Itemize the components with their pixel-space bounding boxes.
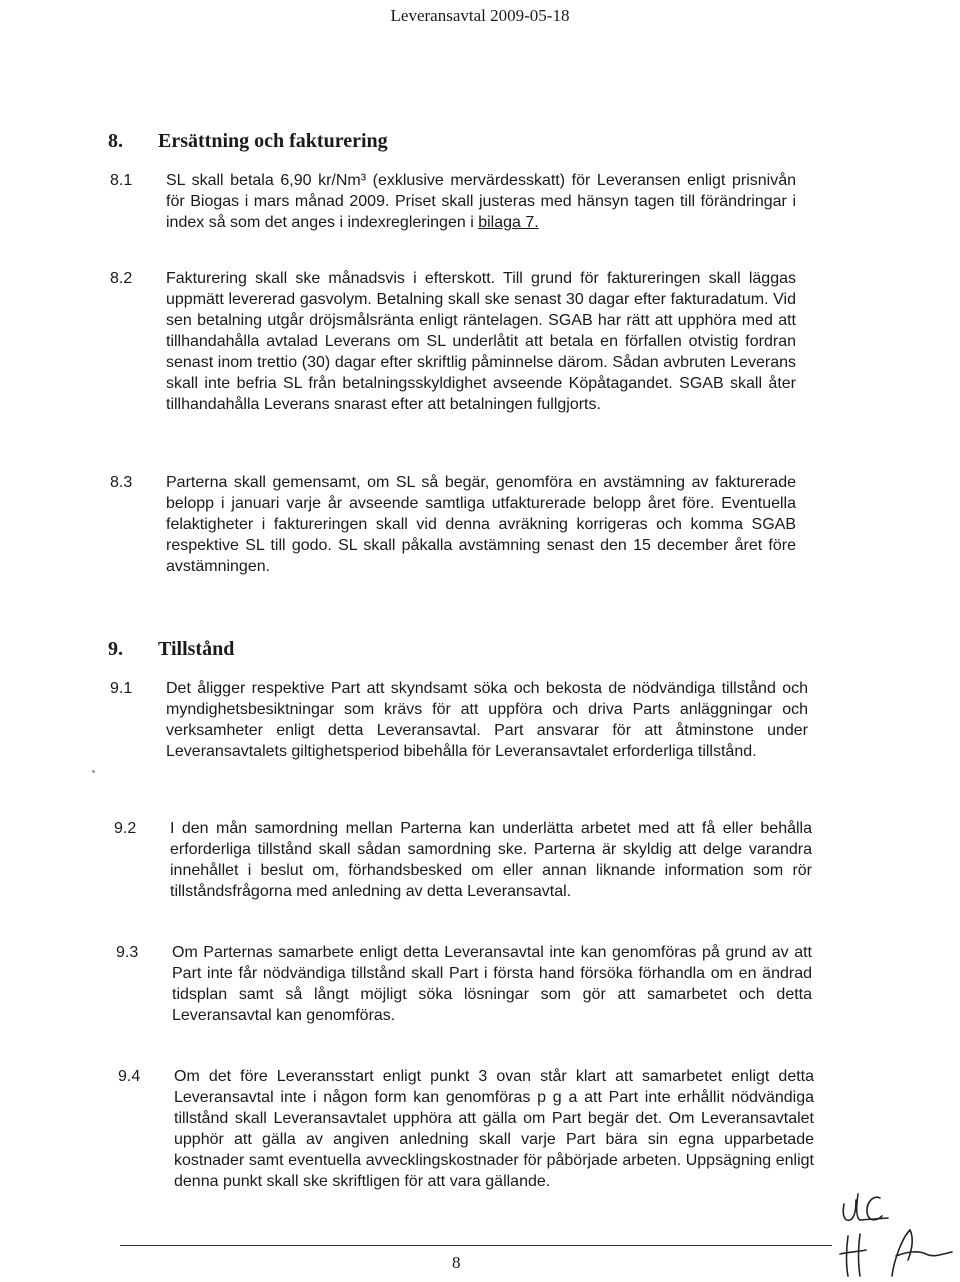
clause-text: Parterna skall gemensamt, om SL så begär, genomföra en avstämning av fakturerade belopp i januari varje år avseende samtliga utfakturerade belopp året före. Eventuella felaktigheter i faktureringen skall vid denna avräkning korrigeras och komma SGAB respektive SL till godo. SL skall påkalla avstämning senast den 15 december året före avstämningen. (166, 474, 796, 575)
section-title: Tillstånd (158, 638, 235, 660)
section-8-heading (108, 130, 388, 153)
annex-reference: bilaga 7. (478, 214, 539, 231)
clause-text: Fakturering skall ske månadsvis i efterskott. Till grund för faktureringen skall läggas uppmätt levererad gasvolym. Betalning skall ske senast 30 dagar efter fakturadatum. Vid sen betalning utgår dröjsmålsränta enligt räntelagen. SGAB har rätt att upphöra med att tillhandahålla avtalad Leverans om SL underlåtit att betala en förfallen otvistig fordran senast inom trettio (30) dagar efter skriftlig påminnelse därom. Sådan avbruten Leverans skall inte befria SL från betalningsskyldighet avseende Köpåtagandet. SGAB skall åter tillhandahålla Leverans snarast efter att betalningen fullgjorts. (166, 270, 796, 413)
clause-number: 8.3 (110, 474, 133, 491)
clause-9-1 (110, 678, 808, 762)
footer-rule (120, 1245, 832, 1246)
section-title: Ersättning och fakturering (158, 130, 388, 152)
clause-number: 9.2 (114, 820, 137, 837)
running-header: Leveransavtal 2009-05-18 (390, 6, 570, 25)
scan-speck (92, 770, 95, 773)
handwritten-initials (830, 1180, 958, 1280)
page-number: 8 (452, 1253, 461, 1272)
clause-8-3 (110, 472, 796, 577)
clause-text: Om det före Leveransstart enligt punkt 3 ovan står klart att samarbetet enligt detta Leveransavtal inte i någon form kan genomföras p g a att Part inte erhållit nödvändiga tillstånd skall Leveransavtalet upphöra att gälla om Part begär det. Om Leveransavtalet upphör att gälla av angiven anledning skall varje Part bära sin egna upparbetade kostnader samt eventuella avvecklingskostnader för påbörjade arbeten. Uppsägning enligt denna punkt skall ske skriftligen för att vara gällande. (174, 1068, 814, 1190)
clause-text: Om Parternas samarbete enligt detta Leveransavtal inte kan genomföras på grund av att Part inte får nödvändiga tillstånd skall Part i första hand försöka förhandla om en ändrad tidsplan samt så långt möjligt söka lösningar som gör att samarbetet och detta Leveransavtal kan genomföras. (172, 944, 812, 1024)
clause-number: 8.1 (110, 172, 133, 189)
clause-number: 9.1 (110, 680, 133, 697)
section-number: 8. (108, 130, 123, 152)
clause-text: SL skall betala 6,90 kr/Nm³ (exklusive mervärdesskatt) för Leveransen enligt prisnivån för Biogas i mars månad 2009. Priset skall justeras med hänsyn tagen till förändringar i index så som det anges i indexregleringen i bilaga 7. (166, 172, 796, 231)
section-number: 9. (108, 638, 123, 660)
clause-number: 9.4 (118, 1068, 141, 1085)
clause-9-2 (114, 818, 812, 902)
clause-9-4 (118, 1066, 814, 1192)
clause-8-1 (110, 170, 796, 233)
clause-number: 8.2 (110, 270, 133, 287)
section-9-heading (108, 638, 234, 661)
clause-9-3 (116, 942, 812, 1026)
clause-text: Det åligger respektive Part att skyndsamt söka och bekosta de nödvändiga tillstånd och myndighetsbesiktningar som krävs för att uppföra och driva Parts anläggningar och verksamheter enligt detta Leveransavtal. Part ansvarar för att åtminstone under Leveransavtalets giltighetsperiod bibehålla för Leveransavtalet erforderliga tillstånd. (166, 680, 808, 760)
clause-number: 9.3 (116, 944, 139, 961)
clause-text: I den mån samordning mellan Parterna kan underlätta arbetet med att få eller behålla erforderliga tillstånd skall sådan samordning ske. Parterna är skyldig att delge varandra innehållet i beslut om, förhandsbesked om eller annan liknande information som rör tillståndsfrågorna med anledning av detta Leveransavtal. (170, 820, 812, 900)
clause-8-2 (110, 268, 796, 415)
